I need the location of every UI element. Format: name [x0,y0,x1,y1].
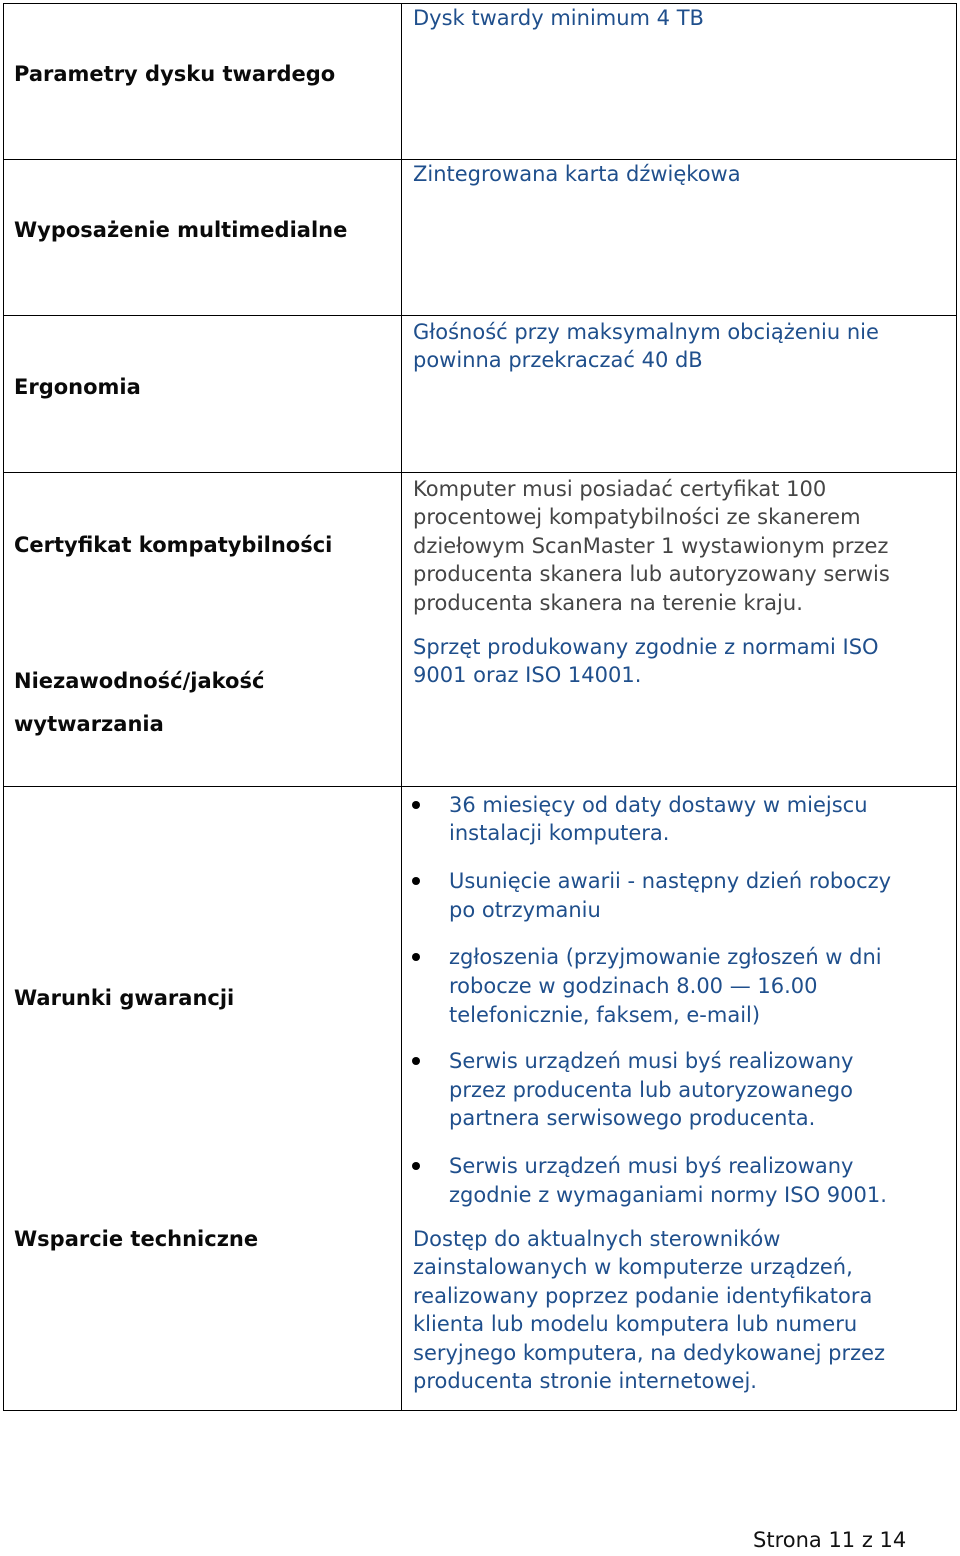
page-number: Strona 11 z 14 [753,1528,907,1552]
ergonomics-value-line: powinna przekraczać 40 dB [413,348,703,372]
bullet-dot [412,953,420,961]
support-value-line: realizowany poprzez podanie identyfikatora [413,1284,873,1308]
table-column-divider [401,3,402,1411]
hdd-value: Dysk twardy minimum 4 TB [413,6,704,30]
support-value-line: Dostęp do aktualnych sterowników [413,1227,781,1251]
support-label: Wsparcie techniczne [14,1227,259,1251]
warranty-bullet-line: zgodnie z wymaganiami normy ISO 9001. [449,1183,887,1207]
quality-label-line: Niezawodność/jakość [14,669,265,693]
multimedia-value: Zintegrowana karta dźwiękowa [413,162,741,186]
warranty-bullet-line: zgłoszenia (przyjmowanie zgłoszeń w dni [449,945,882,969]
warranty-bullet-line: telefonicznie, faksem, e-mail) [449,1003,761,1027]
certificate-value-line: producenta skanera na terenie kraju. [413,591,803,615]
warranty-bullet-line: robocze w godzinach 8.00 — 16.00 [449,974,818,998]
bullet-dot [412,801,420,809]
bullet-dot [412,877,420,885]
certificate-value-line: producenta skanera lub autoryzowany serwis [413,562,890,586]
warranty-bullet-line: Usunięcie awarii - następny dzień roboczy [449,869,892,893]
support-value-line: klienta lub modelu komputera lub numeru [413,1312,858,1336]
bullet-dot [412,1057,420,1065]
certificate-value-line: dziełowym ScanMaster 1 wystawionym przez [413,534,889,558]
hdd-label: Parametry dysku twardego [14,62,336,86]
ergonomics-label: Ergonomia [14,375,141,399]
warranty-bullet-line: przez producenta lub autoryzowanego [449,1078,853,1102]
warranty-bullet-line: instalacji komputera. [449,821,670,845]
support-value-line: producenta stronie internetowej. [413,1369,757,1393]
certificate-value-line: Komputer musi posiadać certyfikat 100 [413,477,827,501]
certificate-value-line: procentowej kompatybilności ze skanerem [413,505,861,529]
quality-value-line: Sprzęt produkowany zgodnie z normami ISO [413,635,879,659]
table-border-left [3,3,4,1411]
ergonomics-value-line: Głośność przy maksymalnym obciążeniu nie [413,320,879,344]
certificate-label: Certyfikat kompatybilności [14,533,333,557]
table-border-bottom [3,1410,957,1411]
table-border-right [956,3,957,1411]
warranty-bullet-line: partnera serwisowego producenta. [449,1106,816,1130]
bullet-dot [412,1162,420,1170]
support-value-line: seryjnego komputera, na dedykowanej przez [413,1341,886,1365]
quality-label-line: wytwarzania [14,712,164,736]
row-divider [3,315,957,316]
row-divider [3,786,957,787]
warranty-bullet-line: 36 miesięcy od daty dostawy w miejscu [449,793,868,817]
warranty-bullet-line: Serwis urządzeń musi byś realizowany [449,1049,854,1073]
row-divider [3,472,957,473]
warranty-bullet-line: Serwis urządzeń musi byś realizowany [449,1154,854,1178]
multimedia-label: Wyposażenie multimedialne [14,218,348,242]
support-value-line: zainstalowanych w komputerze urządzeń, [413,1255,853,1279]
warranty-label: Warunki gwarancji [14,986,235,1010]
warranty-bullet-line: po otrzymaniu [449,898,601,922]
quality-value-line: 9001 oraz ISO 14001. [413,663,642,687]
